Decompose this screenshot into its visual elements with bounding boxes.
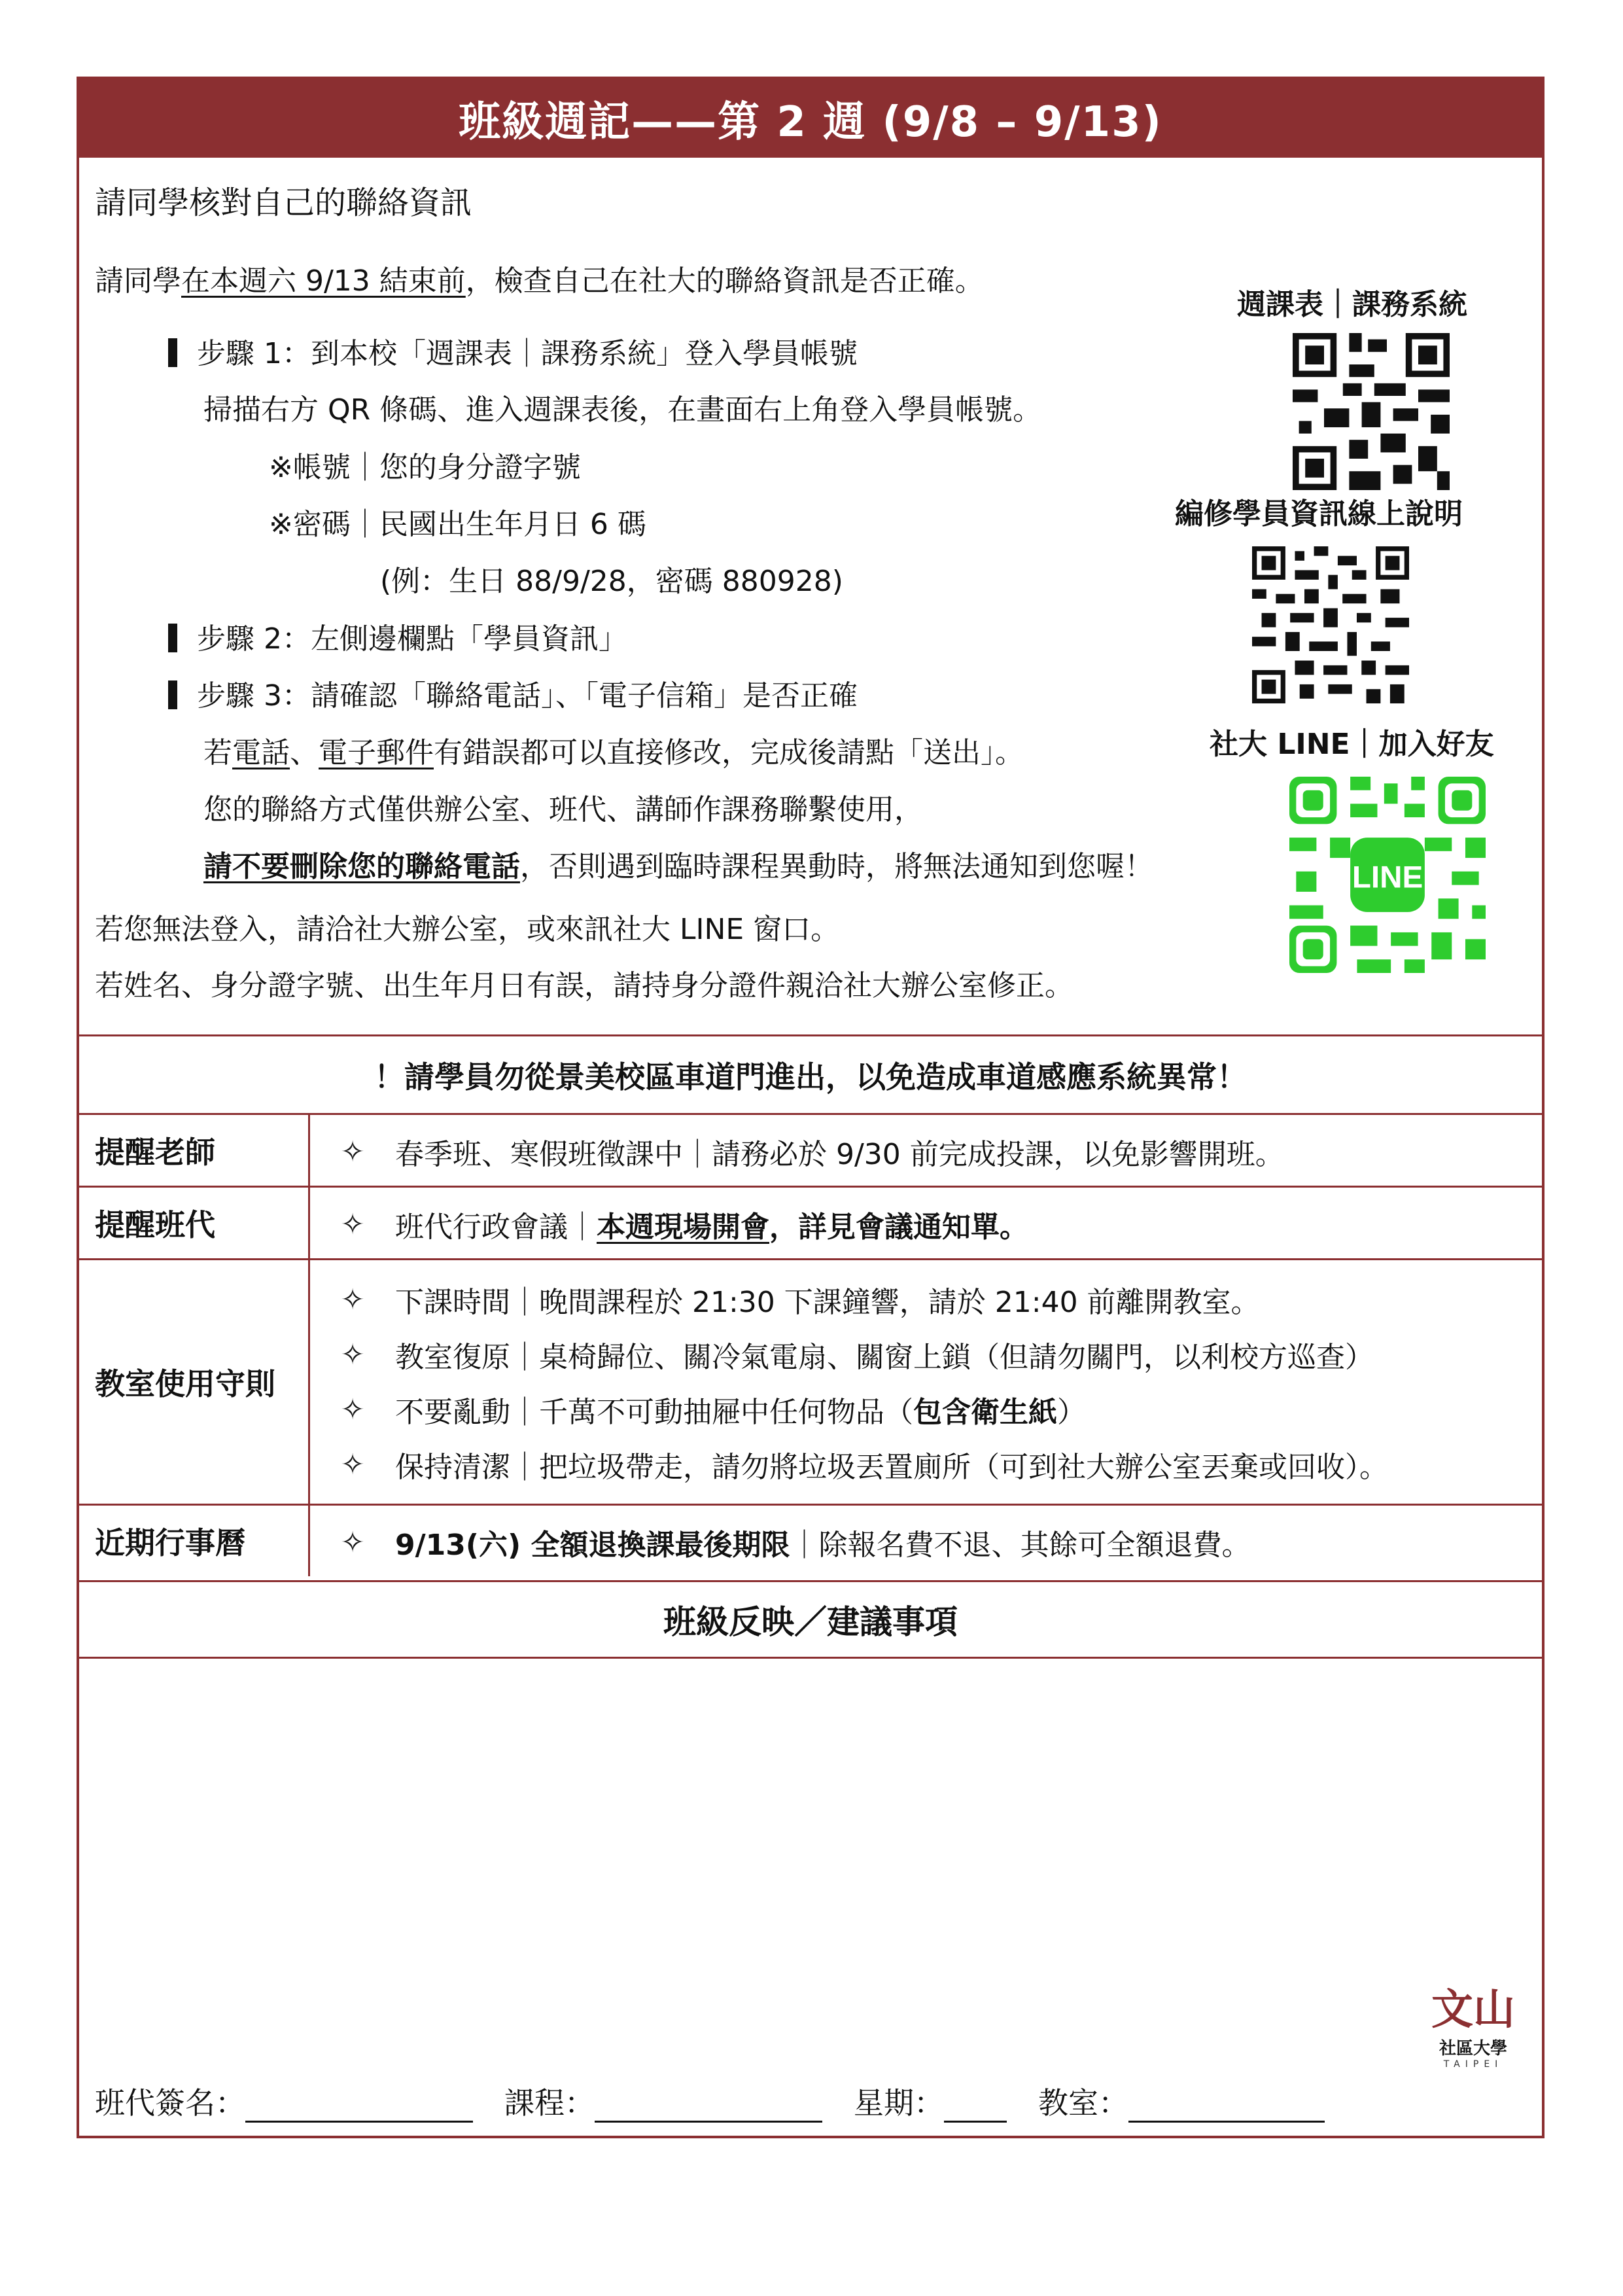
classroom-item-4 — [310, 1437, 1542, 1492]
line-badge: LINE — [1352, 860, 1423, 895]
calendar-item — [310, 1515, 1542, 1570]
step3-pre: 若 — [203, 736, 232, 769]
classroom-item-3 — [310, 1382, 1542, 1437]
classroom-item-2 — [310, 1327, 1542, 1382]
room-label: 教室： — [1038, 2085, 1128, 2121]
qr-code-course-system[interactable] — [1293, 333, 1450, 490]
row-label-classroom: 教室使用守則 — [79, 1260, 310, 1504]
step3-sep: 、 — [290, 736, 319, 769]
course-field[interactable] — [595, 2094, 822, 2123]
sparkle-icon: ✧ — [340, 1282, 365, 1316]
step3-edit-text — [203, 729, 1024, 771]
step2-text: 步驟 2：左側邊欄點「學員資訊」 — [197, 622, 627, 656]
feedback-title: 班級反映／建議事項 — [79, 1580, 1542, 1659]
rep-signature-field[interactable] — [245, 2094, 473, 2123]
step3 — [168, 672, 858, 714]
step3-warning-rest: ，否則遇到臨時課程異動時，將無法通知到您喔！ — [520, 850, 1153, 883]
rep-item-post: ，詳見會議通知單。 — [769, 1210, 1028, 1244]
teacher-item — [310, 1124, 1542, 1179]
rep-item-underline: 本週現場開會 — [597, 1210, 769, 1244]
step3-usage: 您的聯絡方式僅供辦公室、班代、講師作課務聯繫使用， — [203, 793, 923, 826]
sparkle-icon: ✧ — [340, 1135, 365, 1169]
step3-text: 步驟 3：請確認「聯絡電話」、「電子信箱」是否正確 — [197, 679, 858, 713]
calendar-item-bold: 9/13(六) 全額退換課最後期限 — [395, 1528, 790, 1562]
step3-phone: 電話 — [232, 736, 290, 769]
row-label-calendar: 近期行事曆 — [79, 1506, 310, 1576]
qr-code-edit-info-guide[interactable] — [1252, 546, 1409, 703]
classroom-item-1 — [310, 1272, 1542, 1327]
qr-course-label: 週課表｜課務系統 — [1237, 288, 1467, 321]
intro-post: ，檢查自己在社大的聯絡資訊是否正確。 — [465, 264, 984, 298]
qr-code-line-add-friend[interactable] — [1289, 777, 1486, 973]
step-marker — [168, 338, 177, 367]
driveway-notice: ！請學員勿從景美校區車道門進出，以免造成車道感應系統異常！ — [79, 1036, 1542, 1115]
course-label: 課程： — [504, 2085, 595, 2121]
classroom-item-bold: 包含衛生紙 — [913, 1396, 1057, 1429]
weekly-report-sheet — [77, 77, 1544, 2138]
classroom-item-text: ） — [1057, 1396, 1086, 1429]
classroom-item-text: 教室復原｜桌椅歸位、關冷氣電扇、關窗上鎖（但請勿關門，以利校方巡查） — [395, 1341, 1374, 1374]
sparkle-icon: ✧ — [340, 1392, 365, 1426]
weekday-field[interactable] — [944, 2094, 1007, 2123]
row-calendar — [79, 1506, 1542, 1576]
row-remind-rep — [79, 1188, 1542, 1260]
sparkle-icon: ✧ — [340, 1207, 365, 1241]
step3-warning-bold: 請不要刪除您的聯絡電話 — [203, 850, 520, 883]
classroom-item-text: 保持清潔｜把垃圾帶走，請勿將垃圾丟置廁所（可到社大辦公室丟棄或回收）。 — [395, 1451, 1388, 1484]
sparkle-icon: ✧ — [340, 1525, 365, 1559]
step1-title-text: 步驟 1：到本校「週課表｜課務系統」登入學員帳號 — [197, 337, 858, 370]
row-label-teacher: 提醒老師 — [79, 1115, 310, 1186]
row-remind-teacher — [79, 1115, 1542, 1188]
rep-signature-label: 班代簽名： — [95, 2085, 245, 2121]
step2 — [168, 615, 627, 657]
calendar-item-text: ｜除報名費不退、其餘可全額退費。 — [790, 1528, 1251, 1562]
room-field[interactable] — [1128, 2094, 1325, 2123]
intro-text — [95, 257, 984, 299]
classroom-item-text: 不要亂動｜千萬不可動抽屜中任何物品（ — [395, 1396, 913, 1429]
step-marker — [168, 624, 177, 652]
classroom-item-text: 下課時間｜晚間課程於 21:30 下課鐘響，請於 21:40 前離開教室。 — [395, 1286, 1260, 1319]
step1-account: ※帳號｜您的身分證字號 — [269, 451, 581, 484]
step-marker — [168, 680, 177, 709]
logo-glyph: 文山 — [1431, 1985, 1515, 2034]
step3-warning — [203, 843, 1153, 885]
teacher-item-text: 春季班、寒假班徵課中｜請務必於 9/30 前完成投課，以免影響開班。 — [395, 1138, 1284, 1171]
rep-item-pre: 班代行政會議｜ — [395, 1210, 597, 1244]
step1-example: (例：生日 88/9/28，密碼 880928) — [380, 565, 843, 598]
row-label-rep: 提醒班代 — [79, 1188, 310, 1258]
sparkle-icon: ✧ — [340, 1447, 365, 1481]
rep-item — [310, 1197, 1542, 1252]
logo-name: 社區大學 — [1439, 2039, 1507, 2058]
logo-sub: TAIPEI — [1443, 2059, 1503, 2070]
step1-password: ※密碼｜民國出生年月日 6 碼 — [269, 508, 646, 541]
school-logo — [1424, 1985, 1522, 2096]
intro-deadline: 在本週六 9/13 結束前 — [181, 264, 466, 298]
contact-info-section — [79, 158, 1542, 1036]
section-heading: 請同學核對自己的聯絡資訊 — [95, 185, 472, 221]
step3-email: 電子郵件 — [319, 736, 434, 769]
row-classroom-rules — [79, 1260, 1542, 1506]
intro-pre: 請同學 — [95, 264, 181, 298]
signature-line — [95, 2079, 1356, 2123]
step1-desc: 掃描右方 QR 條碼、進入週課表後，在畫面右上角登入學員帳號。 — [203, 393, 1042, 427]
qr-code-icon — [1252, 546, 1409, 703]
name-error-text: 若姓名、身分證字號、出生年月日有誤，請持身分證件親洽社大辦公室修正。 — [95, 969, 1073, 1002]
qr-line-label: 社大 LINE｜加入好友 — [1210, 728, 1494, 761]
page-title: 班級週記——第 2 週 (9/8 – 9/13) — [79, 79, 1542, 158]
step1-title — [168, 330, 858, 372]
sparkle-icon: ✧ — [340, 1337, 365, 1371]
qr-code-icon — [1293, 333, 1450, 490]
step3-post: 有錯誤都可以直接修改，完成後請點「送出」。 — [434, 736, 1024, 769]
cannot-login-text: 若您無法登入，請洽社大辦公室，或來訊社大 LINE 窗口。 — [95, 913, 840, 946]
qr-edit-info-label: 編修學員資訊線上說明 — [1175, 497, 1463, 531]
line-qr-code-icon — [1289, 777, 1486, 973]
weekday-label: 星期： — [854, 2085, 944, 2121]
